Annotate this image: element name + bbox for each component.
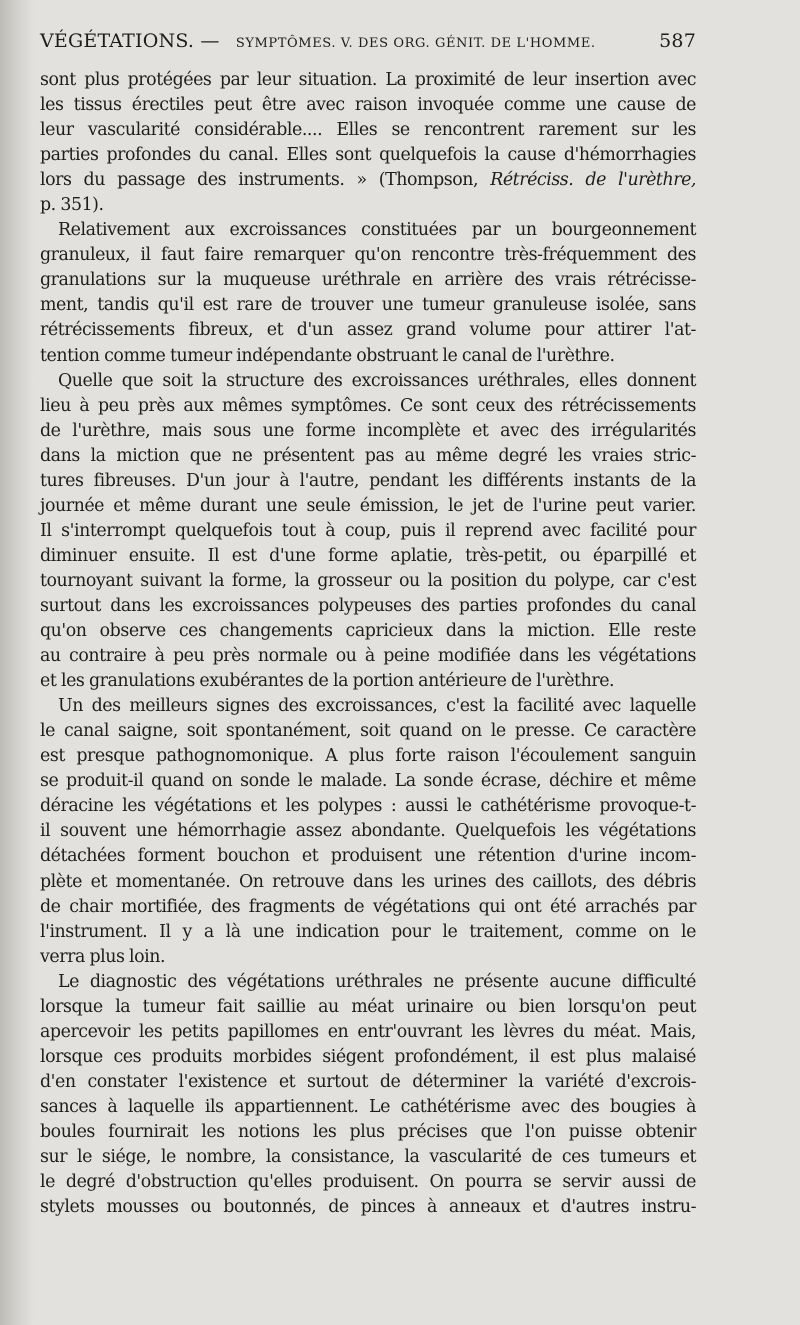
text-line-content: Quelle que soit la structure des excroissances uréthrales, elles donnent — [58, 370, 696, 391]
text-line — [40, 544, 696, 569]
text-line — [40, 569, 696, 594]
text-line-content: de l'urèthre, mais sous une forme incomplète et avec des irrégularités — [40, 420, 696, 441]
text-line-content: l'instrument. Il y a là une indication pour le traitement, comme on le — [40, 921, 696, 942]
text-line-content: de chair mortifiée, des fragments de végétations qui ont été arrachés par — [40, 896, 696, 917]
text-line — [40, 995, 696, 1020]
text-line-content: déracine les végétations et les polypes : aussi le cathétérisme provoque-t- — [40, 796, 696, 817]
text-line-content: Le diagnostic des végétations uréthrales ne présente aucune difficulté — [58, 971, 696, 992]
text-line-content: rétrécissements fibreux, et d'un assez grand volume pour attirer l'at- — [40, 320, 696, 341]
text-line — [40, 719, 696, 744]
text-line-content: parties profondes du canal. Elles sont quelquefois la cause d'hémorrhagies — [40, 145, 696, 166]
text-line — [40, 469, 696, 494]
text-line — [40, 594, 696, 619]
text-line — [40, 1070, 696, 1095]
text-line-content: tournoyant suivant la forme, la grosseur ou la position du polype, car c'est — [40, 570, 696, 591]
text-line — [40, 819, 696, 844]
running-title: VÉGÉTATIONS. — — [40, 30, 220, 52]
text-line-content: les tissus érectiles peut être avec raison invoquée comme une cause de — [40, 95, 696, 116]
text-line-content: sur le siége, le nombre, la consistance, la vascularité de ces tumeurs et — [40, 1147, 696, 1168]
running-title-group — [40, 30, 596, 52]
text-line-content: sances à laquelle ils appartiennent. Le cathétérisme avec des bougies à — [40, 1096, 696, 1117]
text-line-content: surtout dans les excroissances polypeuses des parties profondes du canal — [40, 595, 696, 616]
text-line — [40, 394, 696, 419]
text-line-content: tention comme tumeur indépendante obstruant le canal de l'urèthre. — [40, 345, 615, 366]
text-line — [40, 293, 696, 318]
text-line-content: il souvent une hémorrhagie assez abondante. Quelquefois les végétations — [40, 821, 696, 842]
text-line — [40, 1120, 696, 1145]
body-text — [40, 68, 696, 1220]
text-line-content: apercevoir les petits papillomes en entr'ouvrant les lèvres du méat. Mais, — [40, 1021, 696, 1042]
text-line — [40, 519, 696, 544]
text-line-content: p. 351). — [40, 195, 104, 216]
italic-citation: Rétréciss. de l'urèthre, — [490, 170, 697, 191]
text-line — [40, 344, 696, 369]
text-line-content: se produit-il quand on sonde le malade. La sonde écrase, déchire et même — [40, 771, 696, 792]
text-line — [40, 769, 696, 794]
text-line-content: détachées forment bouchon et produisent une rétention d'urine incom- — [40, 846, 696, 867]
text-line — [40, 419, 696, 444]
text-line-content: le degré d'obstruction qu'elles produisent. On pourra se servir aussi de — [40, 1172, 696, 1193]
text-line — [40, 794, 696, 819]
book-page — [40, 30, 696, 1220]
text-line-content: stylets mousses ou boutonnés, de pinces à anneaux et d'autres instru- — [40, 1197, 696, 1218]
text-line — [40, 168, 696, 193]
text-line — [40, 268, 696, 293]
running-subtitle: SYMPTÔMES. V. DES ORG. GÉNIT. DE L'HOMME. — [235, 36, 596, 51]
text-line — [40, 93, 696, 118]
text-line — [40, 694, 696, 719]
page-number: 587 — [659, 30, 696, 52]
text-line — [40, 1145, 696, 1170]
text-line-content: lorsque la tumeur fait saillie au méat urinaire ou bien lorsqu'on peut — [40, 996, 696, 1017]
text-line — [40, 218, 696, 243]
text-line — [40, 1095, 696, 1120]
text-line-content: plète et momentanée. On retrouve dans les urines des caillots, des débris — [40, 871, 696, 892]
text-line-content: granuleux, il faut faire remarquer qu'on rencontre très-fréquemment des — [40, 245, 696, 266]
text-line — [40, 669, 696, 694]
text-line-content: tures fibreuses. D'un jour à l'autre, pendant les différents instants de la — [40, 470, 696, 491]
text-line-content: sont plus protégées par leur situation. La proximité de leur insertion avec — [40, 70, 696, 90]
text-line — [40, 744, 696, 769]
text-line-content: Il s'interrompt quelquefois tout à coup, puis il reprend avec facilité pour — [40, 520, 696, 541]
text-line — [40, 619, 696, 644]
text-line-content: boules fournirait les notions les plus précises que l'on puisse obtenir — [40, 1121, 696, 1142]
text-line — [40, 369, 696, 394]
text-line-content: et les granulations exubérantes de la portion antérieure de l'urèthre. — [40, 671, 615, 692]
text-line — [40, 1195, 696, 1220]
text-line — [40, 970, 696, 995]
text-line — [40, 243, 696, 268]
text-line — [40, 494, 696, 519]
text-line-content: Relativement aux excroissances constituées par un bourgeonnement — [58, 220, 696, 241]
text-line-content: lieu à peu près aux mêmes symptômes. Ce sont ceux des rétrécissements — [40, 395, 696, 416]
text-line — [40, 920, 696, 945]
text-line-content: dans la miction que ne présentent pas au même degré les vraies stric- — [40, 445, 696, 466]
text-line-content: le canal saigne, soit spontanément, soit quand on le presse. Ce caractère — [40, 721, 696, 742]
text-line — [40, 895, 696, 920]
text-line — [40, 945, 696, 970]
text-line — [40, 143, 696, 168]
text-line — [40, 844, 696, 869]
text-line — [40, 318, 696, 343]
text-line — [40, 1020, 696, 1045]
text-line-content: granulations sur la muqueuse uréthrale en arrière des vrais rétrécisse- — [40, 270, 696, 291]
text-line-content: qu'on observe ces changements capricieux dans la miction. Elle reste — [40, 621, 696, 642]
text-line — [40, 118, 696, 143]
text-line-content: diminuer ensuite. Il est d'une forme aplatie, très-petit, ou éparpillé et — [40, 545, 696, 566]
text-line-content: ment, tandis qu'il est rare de trouver une tumeur granuleuse isolée, sans — [40, 295, 696, 316]
text-line-content: leur vascularité considérable.... Elles se rencontrent rarement sur les — [40, 120, 696, 141]
text-line — [40, 68, 696, 93]
text-line — [40, 1045, 696, 1070]
text-line — [40, 644, 696, 669]
text-line — [40, 870, 696, 895]
text-line-content: journée et même durant une seule émission, le jet de l'urine peut varier. — [40, 495, 696, 516]
text-line-content: est presque pathognomonique. A plus forte raison l'écoulement sanguin — [40, 746, 696, 767]
text-line — [40, 1170, 696, 1195]
text-line-content: au contraire à peu près normale ou à peine modifiée dans les végétations — [40, 646, 696, 667]
text-line-content: d'en constater l'existence et surtout de déterminer la variété d'excrois- — [40, 1071, 696, 1092]
book-gutter-shadow — [0, 0, 34, 1325]
text-line-content: verra plus loin. — [40, 946, 166, 967]
running-header — [40, 30, 696, 62]
text-line — [40, 193, 696, 218]
text-line-content: lorsque ces produits morbides siégent profondément, il est plus malaisé — [40, 1046, 696, 1067]
text-line-content: lors du passage des instruments. » (Thompson, — [40, 170, 479, 191]
text-line — [40, 444, 696, 469]
text-line-content: Un des meilleurs signes des excroissances, c'est la facilité avec laquelle — [58, 696, 696, 717]
